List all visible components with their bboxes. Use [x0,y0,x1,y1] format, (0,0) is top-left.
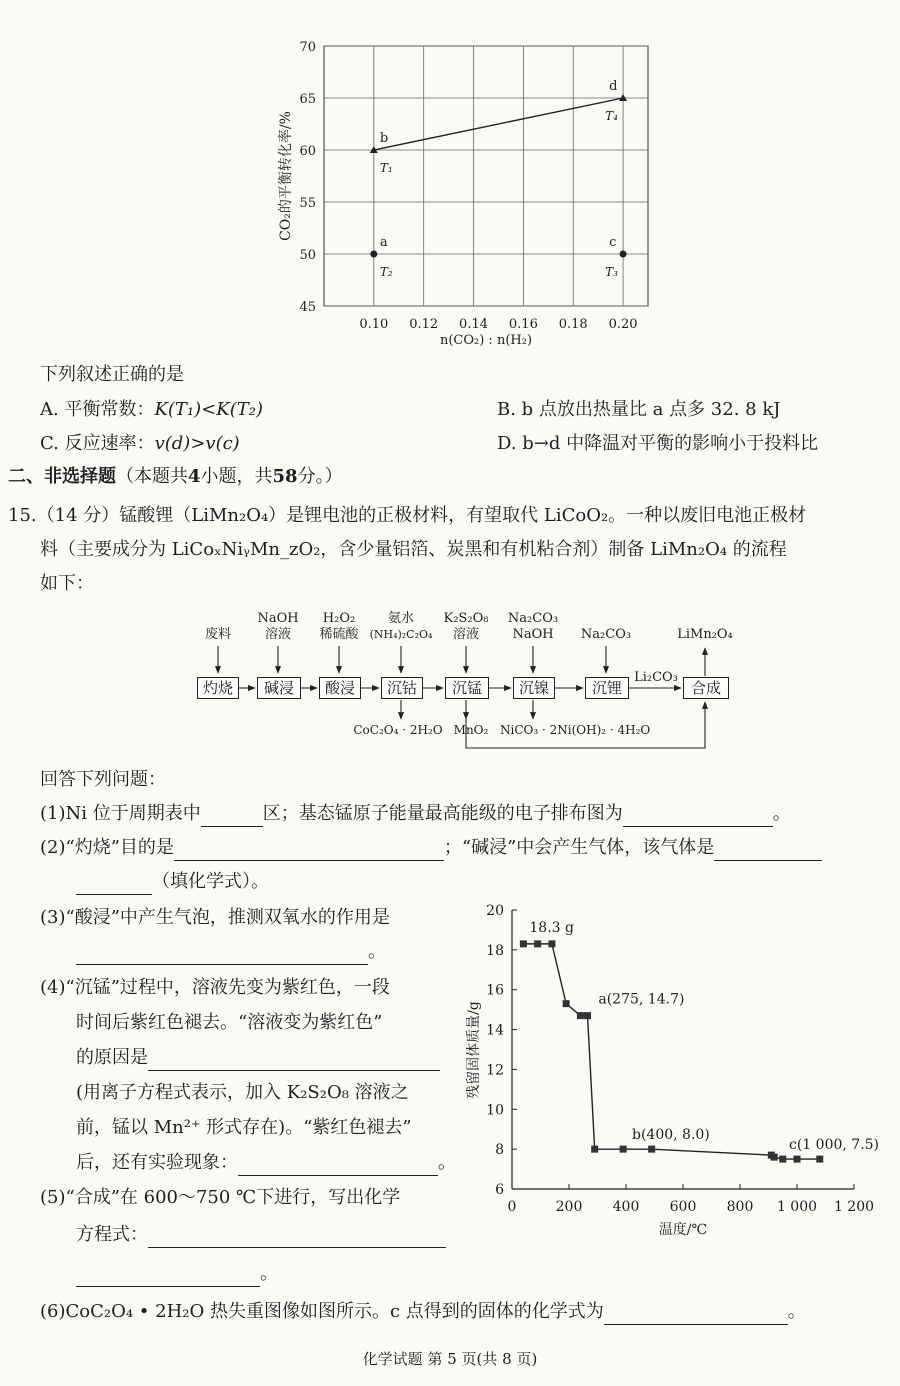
part4-line5: 前，锰以 Mn²⁺ 形式存在)。“紫红色褪去” [76,1117,412,1138]
chart2-xtick-label: 1 200 [833,1199,875,1215]
chart1-point-temp-b: T₁ [379,161,393,175]
chart2-annotation: a(275, 14.7) [598,991,685,1008]
part5-text-c: 。 [260,1263,278,1284]
chart2-ylabel: 残留固体质量/g [466,1001,482,1099]
section2-note-end: 分。） [297,466,343,487]
chart2-xtick-label: 400 [612,1199,640,1215]
part4-text-g: 。 [438,1152,456,1173]
chart1-point-label-b: b [379,131,389,146]
chart2-xtick-label: 1 000 [776,1199,818,1215]
flow-input-na2co3: Na₂CO₃ [507,611,559,626]
q14-option-d: D. b→d 中降温对平衡的影响小于投料比 [497,433,819,454]
chart2-point [584,1012,591,1019]
section2-points: 58 [272,466,298,487]
chart1-point-temp-c: T₃ [605,265,618,279]
section2-note-pre: （本题共 [116,466,188,487]
flow-input-h2so4: 稀硫酸 [319,627,359,642]
part4-text-c: 的原因是 [76,1047,148,1068]
chart2-ytick-label: 18 [486,942,504,959]
chart2-point [816,1156,823,1163]
chart2-point [548,940,555,947]
part2-text-b: ；“碱浸”中会产生气体，该气体是 [443,837,715,858]
chart1-xtick-label: 0.12 [409,317,439,332]
chart2-point [794,1156,801,1163]
chart2-ytick-label: 8 [495,1142,504,1159]
flow-box-burning: 灼烧 [197,677,239,699]
flow-box-precipitate-mn: 沉锰 [445,677,489,699]
flow-output-coc2o4: CoC₂O₄ · 2H₂O [353,723,443,737]
flow-box-alkali-leach: 碱浸 [257,677,301,699]
chart2-ytick-label: 10 [486,1102,504,1119]
chart2-xtick-label: 800 [726,1199,754,1215]
flow-output-nickel: NiCO₃ · 2Ni(OH)₂ · 4H₂O [500,723,651,737]
q15-line3: 如下： [40,573,94,594]
chart2-point [577,1012,584,1019]
answers-intro: 回答下列问题： [40,769,166,790]
chart1-ytick-label: 70 [299,40,316,55]
flow-box-precipitate-li: 沉锂 [585,677,629,699]
part6-blank[interactable] [604,1306,788,1325]
chart2-point [779,1156,786,1163]
chart1-xlabel: n(CO₂) : n(H₂) [439,333,533,348]
q14-option-c-math: v(d)>v(c) [154,433,240,454]
flow-input-naoh: NaOH [257,611,299,626]
flow-box-acid-leach: 酸浸 [319,677,361,699]
chart2-xlabel: 温度/℃ [658,1222,708,1238]
chart2-xtick-label: 0 [507,1199,517,1215]
part2-text-c: （填化学式）。 [152,871,269,892]
q14-option-a-text: A. 平衡常数： [40,399,155,420]
q15-line2: 料（主要成分为 LiCoₓNiᵧMn_zO₂，含少量铝箔、炭黑和有机粘合剂）制备 LiMn₂O₄ 的流程 [40,539,787,560]
chart1-point-label-d: d [609,79,618,94]
part5-line3 [76,1261,278,1287]
chart1-point-label-c: c [609,235,617,250]
chart1-xtick-label: 0.14 [459,317,489,332]
chart1-ytick-label: 50 [299,248,316,263]
part1-text-b: 区；基态锰原子能量最高能级的电子排布图为 [262,803,623,824]
section2-title: 二、非选择题 [8,466,116,487]
q14-option-c-text: C. 反应速率： [40,433,155,454]
part3-text-b: 。 [368,941,386,962]
chart2-annotation: b(400, 8.0) [632,1127,710,1144]
part1-text-c: 。 [772,803,791,824]
chart2-ytick-label: 20 [486,903,504,919]
flow-input-naoh-sol: 溶液 [264,627,291,642]
part6-text-b: 。 [787,1301,806,1322]
flow-input-na2co3-2: Na₂CO₃ [580,627,632,642]
chart2-xtick-label: 600 [669,1199,697,1215]
chart1-ytick-label: 65 [299,92,316,107]
q14-option-a-math: K(T₁)<K(T₂) [154,399,263,420]
chart1-point-temp-d: T₄ [605,109,618,123]
q15-line1: 15.（14 分）锰酸锂（LiMn₂O₄）是锂电池的正极材料，有望取代 LiCoO₂。一种以废旧电池正极材 [8,505,807,526]
chart2-ytick-label: 14 [486,1022,504,1039]
chart1-xtick-label: 0.18 [558,317,588,332]
flow-box-synthesis: 合成 [683,677,729,699]
flow-box-precipitate-ni: 沉镍 [513,677,555,699]
page-footer: 化学试题 第 5 页(共 8 页) [362,1350,538,1368]
section2-count: 4 [188,466,201,487]
flow-input-ammonia: 氨水 [387,611,414,626]
chart2-point [771,1154,778,1161]
chart1-xtick-label: 0.20 [608,317,638,332]
flow-input-waste: 废料 [204,627,231,642]
chart1-point-temp-a: T₂ [379,265,393,279]
chart1-ytick-label: 55 [299,196,316,211]
chart1-xtick-label: 0.10 [359,317,389,332]
flow-box-precipitate-co: 沉钴 [381,677,423,699]
chart1-point-label-a: a [379,235,388,250]
chart2-point [591,1146,598,1153]
chart2-point [534,940,541,947]
flow-input-oxalate: (NH₄)₂C₂O₄ [369,628,433,641]
chart2-annotation: 18.3 g [529,919,574,936]
flow-product: LiMn₂O₄ [677,627,733,642]
part4-text-f: 后，还有实验现象： [76,1152,238,1173]
chart2-point [648,1146,655,1153]
part2-text-a: (2)“灼烧”目的是 [40,837,174,858]
chart2-ytick-label: 12 [486,1062,504,1079]
part3: (3)“酸浸”中产生气泡，推测双氧水的作用是 [40,907,390,928]
part4-line1: (4)“沉锰”过程中，溶液先变为紫红色，一段 [40,977,390,998]
chart2-ytick-label: 6 [495,1182,504,1198]
chart2-ytick-label: 16 [486,982,504,999]
flow-input-k2s2o8: K₂S₂O₈ [443,611,489,626]
chart2-point [520,940,527,947]
part1-text-a: (1)Ni 位于周期表中 [40,803,201,824]
q14-option-b: B. b 点放出热量比 a 点多 32. 8 kJ [497,399,781,420]
chart1-ytick-label: 45 [299,300,316,315]
chart1-ylabel: CO₂的平衡转化率/% [278,111,294,241]
part6 [40,1299,806,1325]
chart1-ytick-label: 60 [299,144,316,159]
chart1-xtick-label: 0.16 [508,317,538,332]
chart2-point [563,1000,570,1007]
flow-input-h2o2: H₂O₂ [322,611,356,626]
section2-note-mid: 小题，共 [200,466,273,487]
part5-line1: (5)“合成”在 600～750 ℃下进行，写出化学 [40,1187,401,1208]
q14-stem: 下列叙述正确的是 [40,364,184,385]
flow-input-naoh-2: NaOH [512,627,554,642]
part6-text-a: (6)CoC₂O₄ • 2H₂O 热失重图像如图所示。c 点得到的固体的化学式为 [40,1301,604,1322]
chart2-point [620,1146,627,1153]
chart2-annotation: c(1 000, 7.5) [789,1137,880,1154]
part5-blank-b[interactable] [76,1268,260,1287]
flow-output-mno2: MnO₂ [453,723,489,737]
part4-line2: 时间后紫红色褪去。“溶液变为紫红色” [76,1012,383,1033]
flow-input-li2co3: Li₂CO₃ [634,670,678,685]
part5-text-b: 方程式： [76,1224,148,1245]
chart2-xtick-label: 200 [555,1199,583,1215]
flow-input-k2s2o8-sol: 溶液 [452,627,479,642]
part4-line4: (用离子方程式表示，加入 K₂S₂O₈ 溶液之 [76,1082,409,1103]
